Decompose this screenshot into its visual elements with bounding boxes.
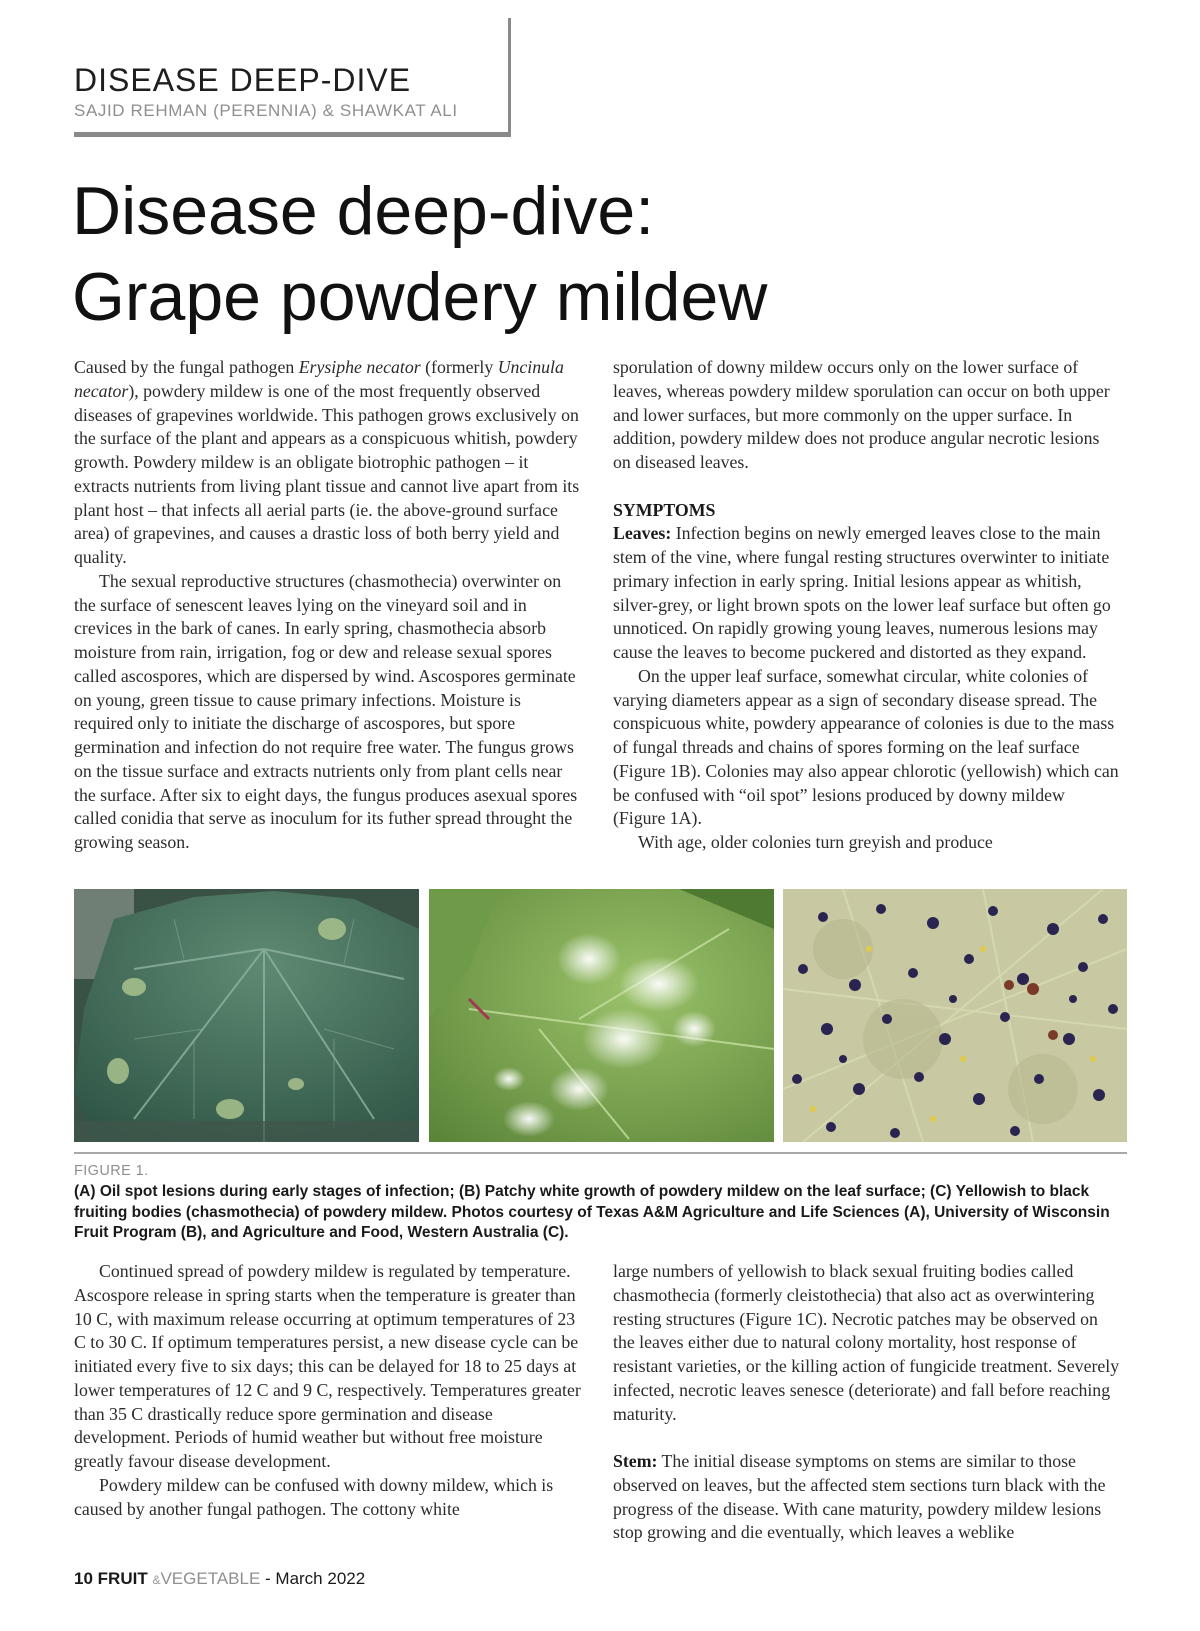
column-4 (613, 1260, 1121, 1545)
paragraph: Continued spread of powdery mildew is regulated by temperature. Ascospore release in spring starts when the temperature is greater than 10 C, with maximum release occurring at optimum temperatures of 23 C to 30 C. If optimum temperatures persist, a new disease cycle can be initiated every five to six days; this can be delayed for 18 to 25 days at lower temperatures of 12 C and 9 C, respectively. Temperatures greater than 35 C drastically reduce spore germination and disease development. Periods of humid weather but without free moisture greatly favour disease development. (74, 1261, 581, 1471)
species-name: Erysiphe necator (298, 357, 421, 377)
paragraph: On the upper leaf surface, somewhat circular, white colonies of varying diameters appear as a sign of secondary disease spread. The conspicuous white, powdery appearance of colonies is due to the mass of fungal threads and chains of spores forming on the leaf surface (Figure 1B). Colonies may also appear chlorotic (yellowish) which can be confused with “oil spot” lesions produced by downy mildew (Figure 1A). (613, 665, 1119, 829)
section-label: DISEASE DEEP-DIVE (74, 62, 412, 98)
title-line-1: Disease deep-dive: (72, 173, 655, 249)
figure-caption: (A) Oil spot lesions during early stages of infection; (B) Patchy white growth of powdery mildew on the leaf surface; (C) Yellowish to black fruiting bodies (chasmothecia) of powdery mildew. Photos courtesy of Texas A&M Agriculture and Life Sciences (A), University of Wisconsin Fruit Program (B), and Agriculture and Food, Western Australia (C). (74, 1183, 1110, 1241)
byline: SAJID REHMAN (PERENNIA) & SHAWKAT ALI (74, 101, 458, 120)
column-1 (74, 356, 582, 855)
photo-a-oil-spot-leaf (74, 889, 419, 1142)
figure-divider (74, 1152, 1127, 1154)
photo-b-powdery-colonies (429, 889, 774, 1142)
paragraph: sporulation of downy mildew occurs only on the lower surface of leaves, whereas powdery mildew sporulation can occur on both upper and lower surfaces, but more commonly on the upper surface. In addition, powdery mildew does not produce angular necrotic lesions on diseased leaves. (613, 357, 1110, 472)
paragraph: Leaves: Infection begins on newly emerged leaves close to the main stem of the vine, where fungal resting structures overwinter to initiate primary infection in early spring. Initial lesions appear as whitish, silver-grey, or light brown spots on the lower leaf surface but often go unnoticed. On rapidly growing young leaves, numerous lesions may cause the leaves to become puckered and distorted as they expand. (613, 523, 1111, 662)
paragraph: Powdery mildew can be confused with downy mildew, which is caused by another fungal pathogen. The cottony white (74, 1474, 554, 1519)
subheading-leaves: Leaves: (613, 523, 672, 544)
paragraph: Stem: The initial disease symptoms on stems are similar to those observed on leaves, but the affected stem sections turn black with the progress of the disease. With cane maturity, powdery mildew lesions stop growing and die eventually, which leaves a weblike (613, 1451, 1106, 1543)
magazine-name-part1: FRUIT (97, 1569, 148, 1588)
paragraph: The sexual reproductive structures (chasmothecia) overwinter on the surface of senescent leaves lying on the vineyard soil and in crevices in the bark of canes. In early spring, chasmothecia absorb moisture from rain, irrigation, fog or dew and release sexual spores called ascospores, which are dispersed by wind. Ascospores germinate on young, green tissue to cause primary infections. Moisture is required only to initiate the discharge of ascospores, but spore germination and infection do not require free water. The fungus grows on the tissue surface and extracts nutrients only from plant cells near the surface. After six to eight days, the fungus produces asexual spores called conidia that serve as inoculum for its futher spread throught the growing season. (74, 570, 578, 852)
section-heading: SYMPTOMS (613, 499, 716, 520)
magazine-ampersand: & (152, 1573, 161, 1587)
paragraph: large numbers of yellowish to black sexual fruiting bodies called chasmothecia (formerly cleistothecia) that also act as overwintering resting structures (Figure 1C). Necrotic patches may be observed on the leaves either due to natural colony mortality, host response of resistant varieties, or the killing action of fungicide treatment. Severely infected, necrotic leaves senesce (deteriorate) and fall before reaching maturity. (613, 1261, 1120, 1424)
column-2 (613, 356, 1121, 855)
page-number: 10 (74, 1569, 93, 1588)
subheading-stem: Stem: (613, 1451, 658, 1471)
article-title (72, 168, 972, 340)
title-line-2: Grape powdery mildew (72, 259, 768, 335)
issue-date: - March 2022 (260, 1569, 366, 1588)
magazine-name-part2: VEGETABLE (160, 1569, 261, 1588)
species-name: Uncinula necator (74, 357, 564, 401)
photo-c-chasmothecia (783, 889, 1127, 1142)
paragraph: With age, older colonies turn greyish and produce (638, 832, 993, 852)
page-footer (74, 1569, 365, 1589)
paragraph: Caused by the fungal pathogen Erysiphe necator (formerly Uncinula necator), powdery mildew is one of the most frequently observed diseases of grapevines worldwide. This pathogen grows exclusively on the surface of the plant and appears as a conspicuous whitish, powdery growth. Powdery mildew is an obligate biotrophic pathogen – it extracts nutrients from living plant tissue and cannot live apart from its plant host – that infects all aerial parts (ie. the above-ground surface area) of grapevines, and causes a drastic loss of both berry yield and quality. (74, 357, 580, 567)
figure-label: FIGURE 1. (74, 1163, 149, 1179)
column-3 (74, 1260, 582, 1521)
